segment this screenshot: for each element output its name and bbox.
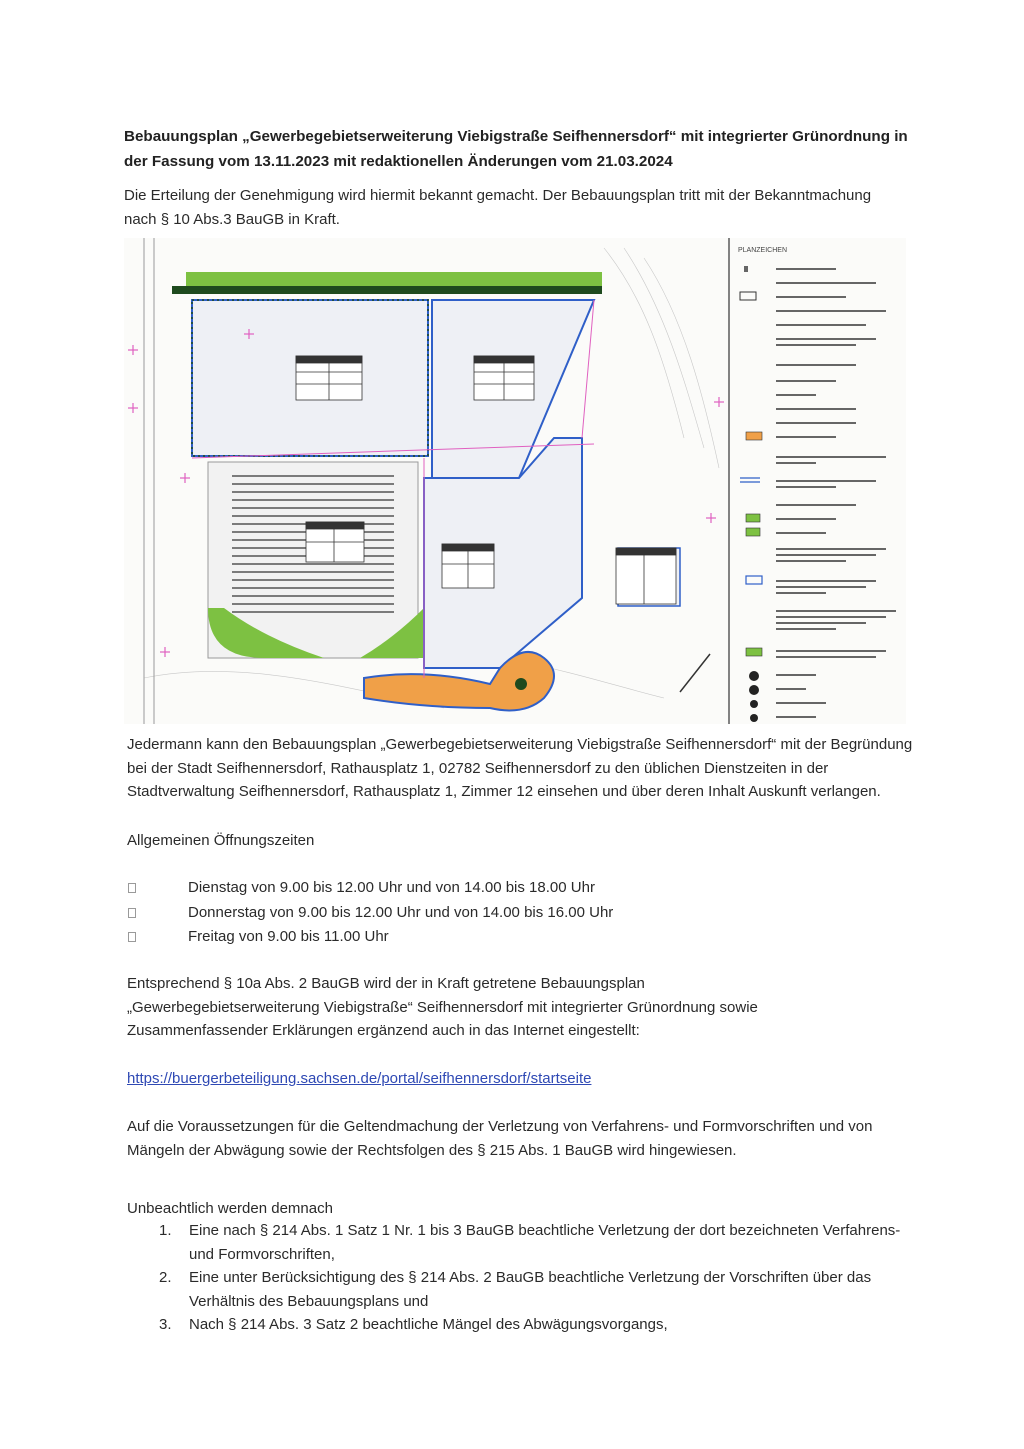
top-tree-row (172, 286, 602, 294)
opening-hours-list (127, 876, 827, 950)
list-item: 1. Eine nach § 214 Abs. 1 Satz 1 Nr. 1 bis 3 BauGB beachtliche Verletzung der dort bezeichneten Verfahrens- und Formvorschriften, (159, 1222, 901, 1263)
list-item: 3. Nach § 214 Abs. 3 Satz 2 beachtliche Mängel des Abwägungsvorgangs, (159, 1316, 668, 1333)
north-arrow-icon (680, 654, 710, 692)
bullet-box-icon (128, 932, 136, 942)
bullet-box-icon (128, 908, 136, 918)
legend-entries (740, 266, 896, 722)
internet-paragraph: Entsprechend § 10a Abs. 2 BauGB wird der in Kraft getretene Bebauungsplan „Gewerbegebietserweiterung Viebigstraße“ Seifhennersdorf mit integrierter Grünordnung sowie Zusammenfassender Erklärungen ergänzend auch in das Internet eingestellt: (127, 975, 758, 1039)
opening-hours-item: Dienstag von 9.00 bis 12.00 Uhr und von 14.00 bis 18.00 Uhr (127, 876, 827, 901)
list-intro: Unbeachtlich werden demnach (127, 1200, 333, 1217)
opening-hours-label: Allgemeinen Öffnungszeiten (127, 832, 315, 849)
left-road (144, 238, 154, 724)
site-plan-drawing (124, 238, 906, 724)
portal-link[interactable]: https://buergerbeteiligung.sachsen.de/portal/seifhennersdorf/startseite (127, 1070, 592, 1087)
legend-title: PLANZEICHEN (738, 247, 788, 254)
top-green-strip (186, 272, 602, 286)
document-heading: Bebauungsplan „Gewerbegebietserweiterung Viebigstraße Seifhennersdorf“ mit integrierter Grünordnung in der Fassung vom 13.11.2023 mit redaktionellen Änderungen vom 21.03.2024 (124, 128, 908, 170)
list-item: 2. Eine unter Berücksichtigung des § 214 Abs. 2 BauGB beachtliche Verletzung der Vorschriften über das Verhältnis des Bebauungsplans und (159, 1269, 872, 1310)
opening-hours-item: Freitag von 9.00 bis 11.00 Uhr (127, 925, 827, 950)
numbered-list (127, 1219, 917, 1337)
site-plan-image (124, 238, 906, 724)
tree-symbol (515, 678, 527, 690)
notice-paragraph: Auf die Voraussetzungen für die Geltendmachung der Verletzung von Verfahrens- und Formvorschriften und von Mängeln der Abwägung sowie der Rechtsfolgen des § 215 Abs. 1 BauGB wird hingewiesen. (127, 1118, 873, 1159)
opening-hours-item: Donnerstag von 9.00 bis 12.00 Uhr und von 14.00 bis 16.00 Uhr (127, 901, 827, 926)
intro-paragraph: Die Erteilung der Genehmigung wird hiermit bekannt gemacht. Der Bebauungsplan tritt mit der Bekanntmachung nach § 10 Abs.3 BauGB in Kraft. (124, 187, 872, 228)
bullet-box-icon (128, 883, 136, 893)
access-paragraph: Jedermann kann den Bebauungsplan „Gewerbegebietserweiterung Viebigstraße Seifhennersdorf“ mit der Begründung bei der Stadt Seifhennersdorf, Rathausplatz 1, 02782 Seifhennersdorf zu den üblichen Dienstzeiten in der Stadtverwaltung Seifhennersdorf, Rathausplatz 1, Zimmer 12 einsehen und über deren Inhalt Auskunft verlangen. (127, 736, 913, 800)
